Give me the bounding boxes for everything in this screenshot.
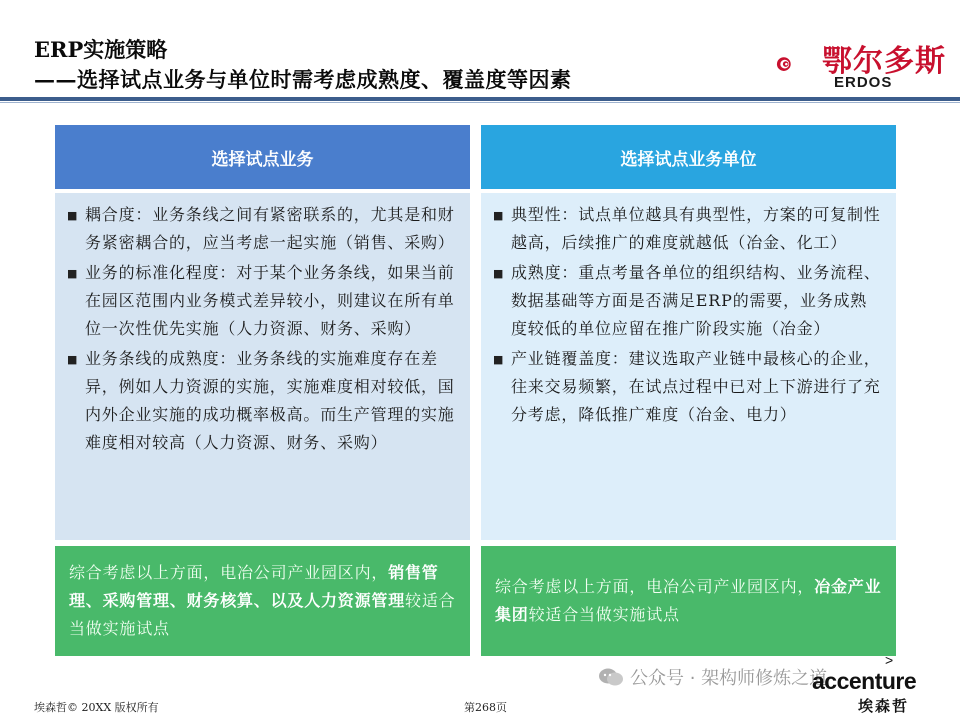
bullet-square-icon: ■: [493, 267, 504, 280]
left-bullet-item: [67, 345, 456, 457]
right-summary-pre: 综合考虑以上方面，电冶公司产业园区内，: [495, 577, 815, 596]
bullet-square-icon: ■: [67, 353, 78, 366]
right-bullet-text: 典型性：试点单位越具有典型性，方案的可复制性越高，后续推广的难度就越低（冶金、化工）: [511, 205, 881, 252]
footer-page-number: 第268页: [464, 701, 507, 714]
right-bullet-item: [493, 201, 882, 257]
left-column-body: [55, 193, 470, 540]
right-summary-text: [495, 573, 882, 629]
watermark-text: 公众号 · 架构师修炼之道: [630, 668, 828, 689]
left-summary-highlight: 销售管理、采购管理、财务核算、以及人力资源管理: [69, 563, 439, 610]
left-bullet-text: 业务条线的成熟度：业务条线的实施难度存在差异，例如人力资源的实施，实施难度相对较低，国内外企业实施的成功概率极高。而生产管理的实施难度相对较高（人力资源、财务、采购）: [85, 349, 455, 452]
page-subtitle: ——选择试点业务与单位时需考虑成熟度、覆盖度等因素: [34, 67, 572, 92]
right-bullet-text: 产业链覆盖度：建议选取产业链中最核心的企业，往来交易频繁，在试点过程中已对上下游进行了充分考虑，降低推广难度（冶金、电力）: [511, 349, 881, 424]
accenture-cn-name: 埃森哲: [858, 697, 910, 715]
left-summary-box: [55, 546, 470, 656]
right-bullet-text: 成熟度：重点考量各单位的组织结构、业务流程、数据基础等方面是否满足ERP的需要，业务成熟度较低的单位应留在推广阶段实施（冶金）: [511, 263, 881, 338]
logo-sub: ERDOS: [834, 74, 893, 91]
right-column-body: [481, 193, 896, 540]
erdos-logo-icon: [776, 40, 826, 90]
wechat-icon: [598, 667, 624, 687]
left-summary-post: 较适合当做实施试点: [69, 591, 456, 638]
right-column-title: 选择试点业务单位: [620, 149, 757, 170]
left-summary-text: [69, 559, 456, 643]
left-bullet-item: [67, 201, 456, 257]
accenture-logo: accenture: [812, 668, 917, 694]
left-bullet-text: 业务的标准化程度：对于某个业务条线，如果当前在园区范围内业务模式差异较小，则建议在所有单位一次性优先实施（人力资源、财务、采购）: [85, 263, 455, 338]
accenture-mark: >: [885, 652, 894, 668]
right-summary-highlight: 冶金产业集团: [495, 577, 882, 624]
left-bullet-item: [67, 259, 456, 343]
header-rule-thin: [0, 102, 960, 103]
right-bullet-item: [493, 259, 882, 343]
logo-name: 鄂尔多斯: [822, 44, 946, 79]
bullet-square-icon: ■: [67, 209, 78, 222]
right-summary-box: [481, 546, 896, 656]
right-summary-post: 较适合当做实施试点: [528, 605, 680, 624]
bullet-square-icon: ■: [493, 209, 504, 222]
bullet-square-icon: ■: [493, 353, 504, 366]
left-column-header: [55, 125, 470, 189]
header-rule: [0, 97, 960, 101]
bullet-square-icon: ■: [67, 267, 78, 280]
footer-copyright: 埃森哲© 20XX 版权所有: [34, 701, 159, 714]
page-title: ERP实施策略: [34, 37, 168, 62]
left-summary-pre: 综合考虑以上方面，电冶公司产业园区内，: [69, 563, 389, 582]
right-bullet-item: [493, 345, 882, 429]
left-bullet-text: 耦合度：业务条线之间有紧密联系的，尤其是和财务紧密耦合的，应当考虑一起实施（销售、采购）: [85, 205, 455, 252]
left-column-title: 选择试点业务: [211, 149, 314, 170]
watermark: [598, 664, 827, 690]
right-column-header: [481, 125, 896, 189]
